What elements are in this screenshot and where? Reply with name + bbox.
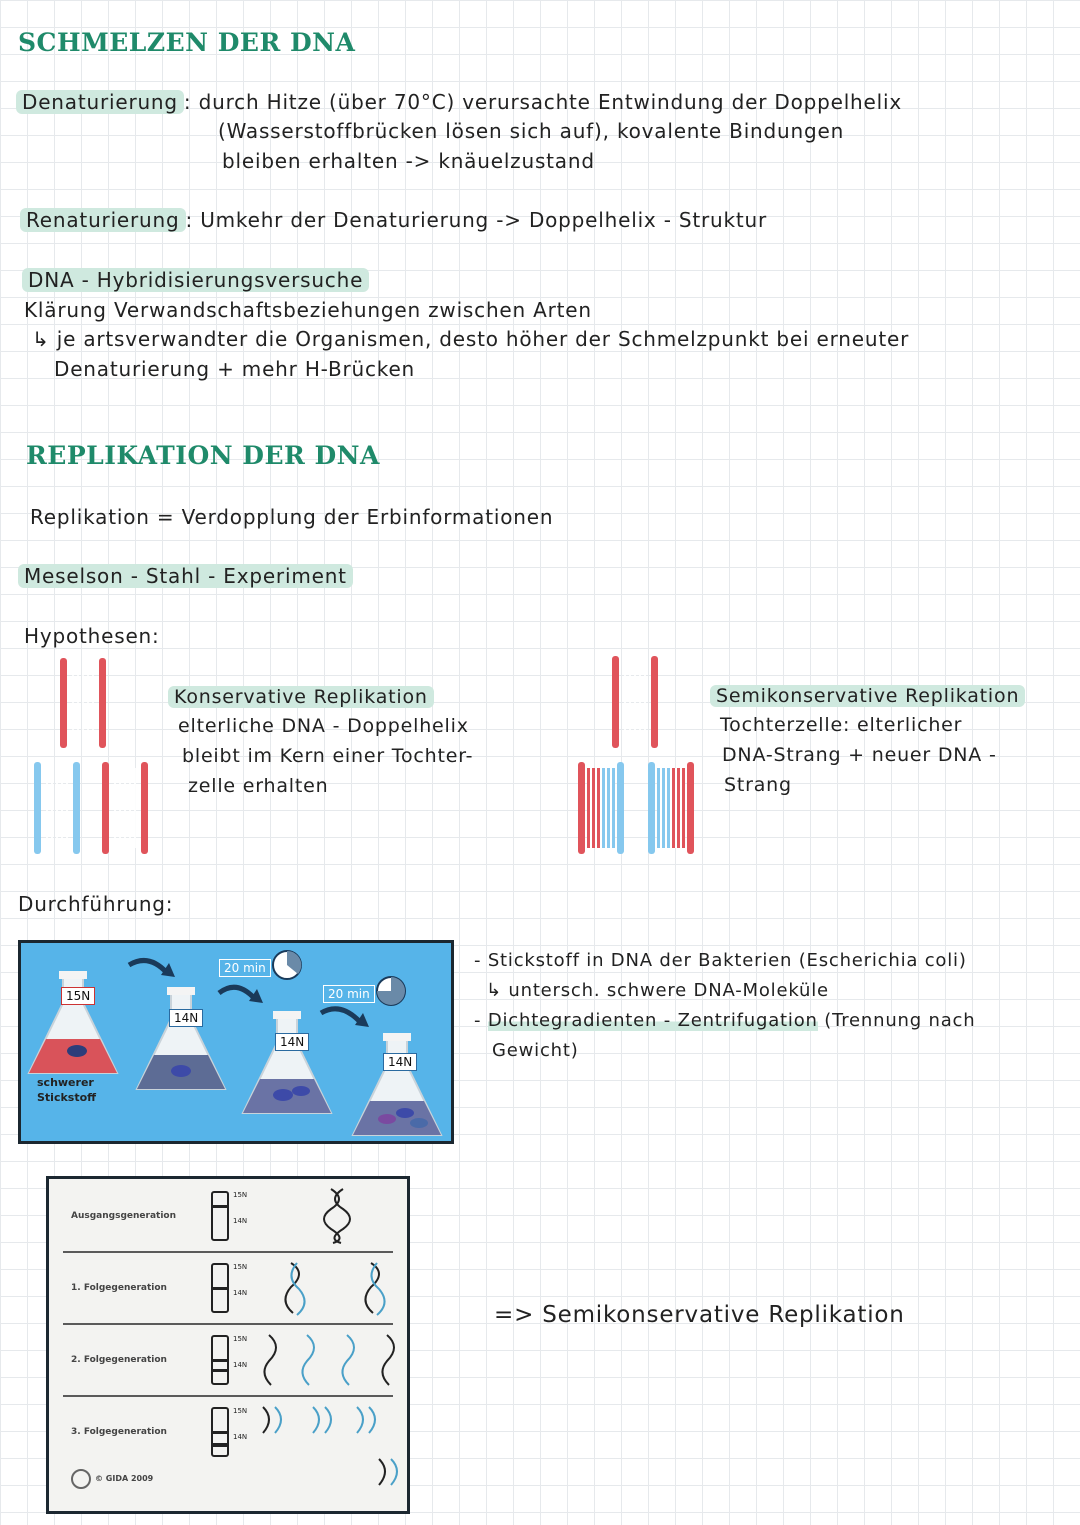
generation-label-2: 2. Folgegeneration [71,1355,167,1365]
generation-figure [46,1176,410,1514]
hybrid-title [22,268,369,292]
denaturation-line1 [16,90,902,114]
note-line1: - Stickstoff in DNA der Bakterien (Escherichia coli) [474,950,967,971]
gen3-bottom-label: 14N [233,1433,248,1441]
gen1-top-label: 15N [233,1263,248,1271]
conservative-title-text: Konservative Replikation [168,686,434,708]
renaturation-line [20,208,767,232]
heading-melting: SCHMELZEN DER DNA [18,28,356,57]
tube-1 [211,1263,229,1313]
hybrid-line3: Denaturierung + mehr H-Brücken [54,357,416,381]
dna-helix-0 [323,1185,353,1245]
generation-label-0: Ausgangsgeneration [71,1211,176,1221]
renaturation-term: Renaturierung [20,208,186,232]
hybrid-line2: ↳ je artsverwandter die Organismen, desto höher der Schmelzpunkt bei erneuter [32,327,910,351]
semi-line3: Strang [724,774,792,796]
hypotheses-label: Hypothesen: [24,624,160,648]
gen2-top-label: 15N [233,1335,248,1343]
generation-label-1: 1. Folgegeneration [71,1283,167,1293]
label-14n-b: 14N [275,1033,309,1051]
dna-helix-3 [253,1403,413,1513]
generation-row-1 [63,1253,393,1325]
renaturation-text: : Umkehr der Denaturierung -> Doppelhelix - Struktur [185,208,768,232]
conclusion: => Semikonservative Replikation [494,1302,905,1328]
semi-line1: Tochterzelle: elterlicher [720,714,963,736]
flask-experiment-figure [18,940,454,1144]
denaturation-text: : durch Hitze (über 70°C) verursachte Entwindung der Doppelhelix [183,90,902,114]
experiment-title [18,564,353,588]
time-label-1: 20 min [219,959,271,977]
gida-logo-icon [71,1469,91,1489]
note-line3 [474,1010,975,1031]
gen3-top-label: 15N [233,1407,248,1415]
denaturation-line2: (Wasserstoffbrücken lösen sich auf), kovalente Bindungen [218,119,845,143]
time-label-2: 20 min [323,985,375,1003]
dna-parent-conservative [60,658,106,748]
semi-title-text: Semikonservative Replikation [710,685,1025,707]
gida-credit: © GIDA 2009 [95,1474,154,1483]
note-line2: ↳ untersch. schwere DNA-Moleküle [486,980,829,1001]
dna-hybrid-left [578,762,624,854]
replication-definition: Replikation = Verdopplung der Erbinformationen [30,505,554,529]
tube-3 [211,1407,229,1457]
conservative-line3: zelle erhalten [188,775,329,797]
note-line3-highlight: Dichtegradienten - Zentrifugation [487,1010,818,1031]
dna-parent-semi [612,656,658,748]
experiment-title-text: Meselson - Stahl - Experiment [18,564,353,588]
generation-row-3 [63,1397,393,1467]
semi-line2: DNA-Strang + neuer DNA - [722,744,997,766]
gen2-bottom-label: 14N [233,1361,248,1369]
gen0-bottom-label: 14N [233,1217,248,1225]
tube-2 [211,1335,229,1385]
heavy-line2: Stickstoff [37,1091,97,1104]
hybrid-line1: Klärung Verwandschaftsbeziehungen zwischen Arten [24,298,592,322]
tube-0 [211,1191,229,1241]
conservative-line1: elterliche DNA - Doppelhelix [178,715,469,737]
generation-label-3: 3. Folgegeneration [71,1427,167,1437]
label-15n: 15N [61,987,95,1005]
note-dash: - [474,1010,488,1031]
heavy-line1: schwerer [37,1076,94,1089]
gen0-top-label: 15N [233,1191,248,1199]
generation-row-0 [63,1181,393,1253]
hybrid-title-text: DNA - Hybridisierungsversuche [22,268,369,292]
conservative-title [168,686,434,708]
label-14n-c: 14N [383,1053,417,1071]
conservative-line2: bleibt im Kern einer Tochter- [182,745,474,767]
denaturation-line3: bleiben erhalten -> knäuelzustand [222,149,595,173]
dna-hybrid-right [648,762,694,854]
dna-helix-1 [283,1259,403,1319]
heading-replication: REPLIKATION DER DNA [26,441,380,470]
dna-daughter-parental [102,762,148,854]
denaturation-term: Denaturierung [16,90,184,114]
semi-title [710,685,1025,707]
dna-daughter-new [34,762,80,854]
heavy-nitrogen-note [37,1075,96,1105]
note-line3-rest: (Trennung nach [817,1010,976,1031]
procedure-label: Durchführung: [18,892,174,916]
gen1-bottom-label: 14N [233,1289,248,1297]
dna-helix-2 [259,1331,409,1391]
note-line4: Gewicht) [492,1040,579,1061]
label-14n-a: 14N [169,1009,203,1027]
generation-row-2 [63,1325,393,1397]
